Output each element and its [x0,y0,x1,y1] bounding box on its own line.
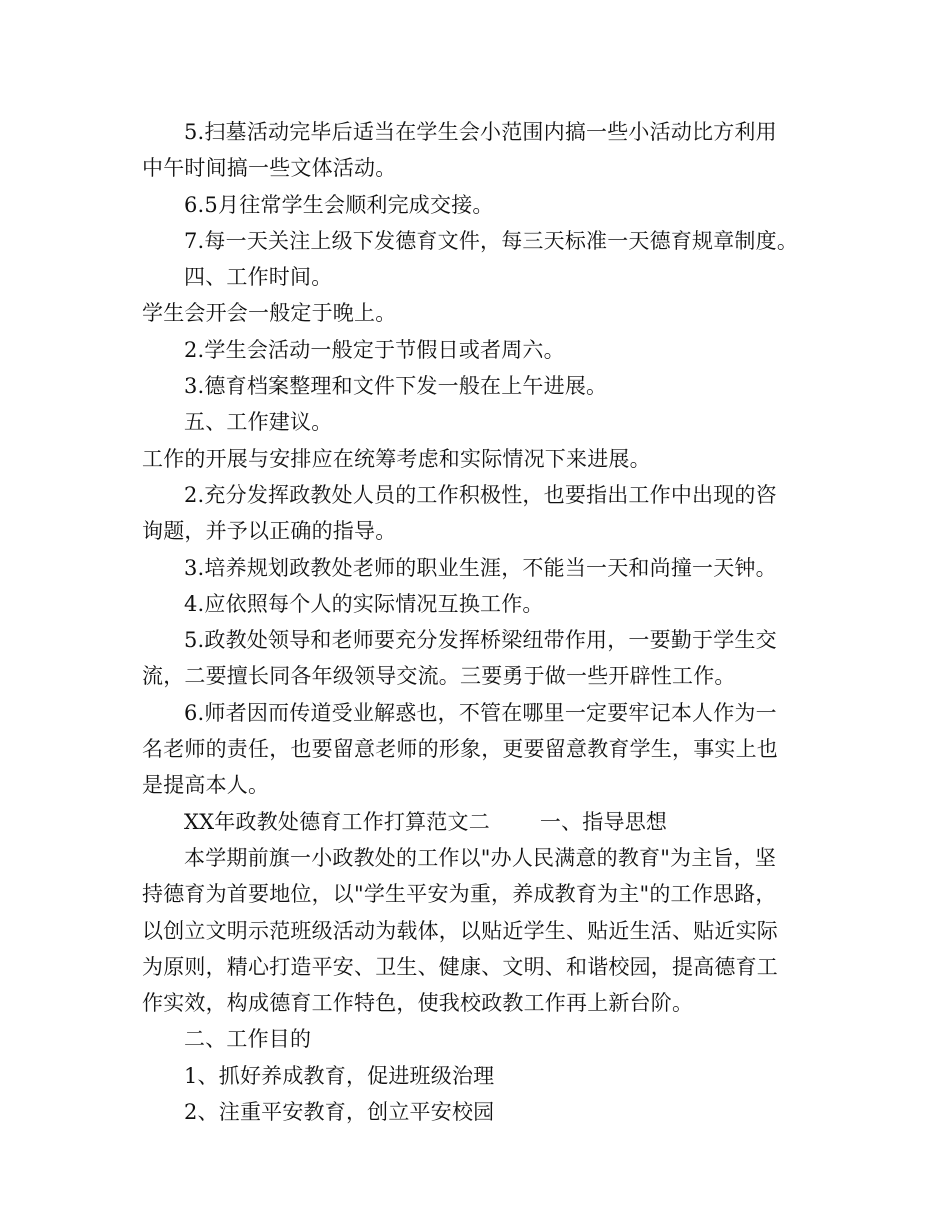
paragraph-line: 询题，并予以正确的指导。 [142,519,397,544]
paragraph-line: 以创立文明示范班级活动为载体，以贴近学生、贴近生活、贴近实际 [142,918,778,943]
paragraph-line: 6.师者因而传道受业解惑也，不管在哪里一定要牢记本人作为一 [184,700,777,725]
paragraph-line: 5.扫墓活动完毕后适当在学生会小范围内搞一些小活动比方利用 [184,120,777,144]
paragraph-line: 为原则，精心打造平安、卫生、健康、文明、和谐校园，提高德育工 [142,954,778,979]
section-heading: 四、工作时间。 [184,265,333,290]
paragraph-line: 7.每一天关注上级下发德育文件，每三天标准一天德育规章制度。 [184,228,799,253]
paragraph-line: 作实效，构成德育工作特色，使我校政教工作再上新台阶。 [142,991,694,1016]
paragraph-line: 2.学生会活动一般定于节假日或者周六。 [184,337,565,362]
paragraph-line: 流，二要擅长同各年级领导交流。三要勇于做一些开辟性工作。 [142,664,736,689]
paragraph-line: 名老师的责任，也要留意老师的形象，更要留意教育学生，事实上也 [142,737,778,762]
paragraph-line: 3.德育档案整理和文件下发一般在上午进展。 [184,374,608,399]
paragraph-line: 4.应依照每个人的实际情况互换工作。 [184,591,544,616]
paragraph-line: 5.政教处领导和老师要充分发挥桥梁纽带作用，一要勤于学生交 [184,628,777,653]
section-heading: 五、工作建议。 [184,410,333,435]
paragraph-line: 本学期前旗一小政教处的工作以"办人民满意的教育"为主旨，坚 [184,845,777,870]
document-title: XX年政教处德育工作打算范文二 [184,809,490,834]
paragraph-line: 学生会开会一般定于晚上。 [142,301,397,326]
title-line [142,804,812,840]
list-item: 2、注重平安教育，创立平安校园 [184,1100,495,1125]
paragraph-line: 工作的开展与安排应在统筹考虑和实际情况下来进展。 [142,446,651,471]
paragraph-line: 2.充分发挥政教处人员的工作积极性，也要指出工作中出现的咨 [184,482,777,507]
paragraph-line: 6.5月往常学生会顺利完成交接。 [184,192,494,217]
paragraph-line: 持德育为首要地位，以"学生平安为重，养成教育为主"的工作思路， [142,882,777,907]
document-body [142,114,812,1130]
list-item: 1、抓好养成教育，促进班级治理 [184,1063,495,1088]
section-heading: 二、工作目的 [184,1027,312,1052]
paragraph-line: 3.培养规划政教处老师的职业生涯，不能当一天和尚撞一天钟。 [184,555,777,580]
paragraph-line: 中午时间搞一些文体活动。 [142,156,397,181]
paragraph-line: 是提高本人。 [142,773,270,798]
section-heading: 一、指导思想 [539,809,668,834]
